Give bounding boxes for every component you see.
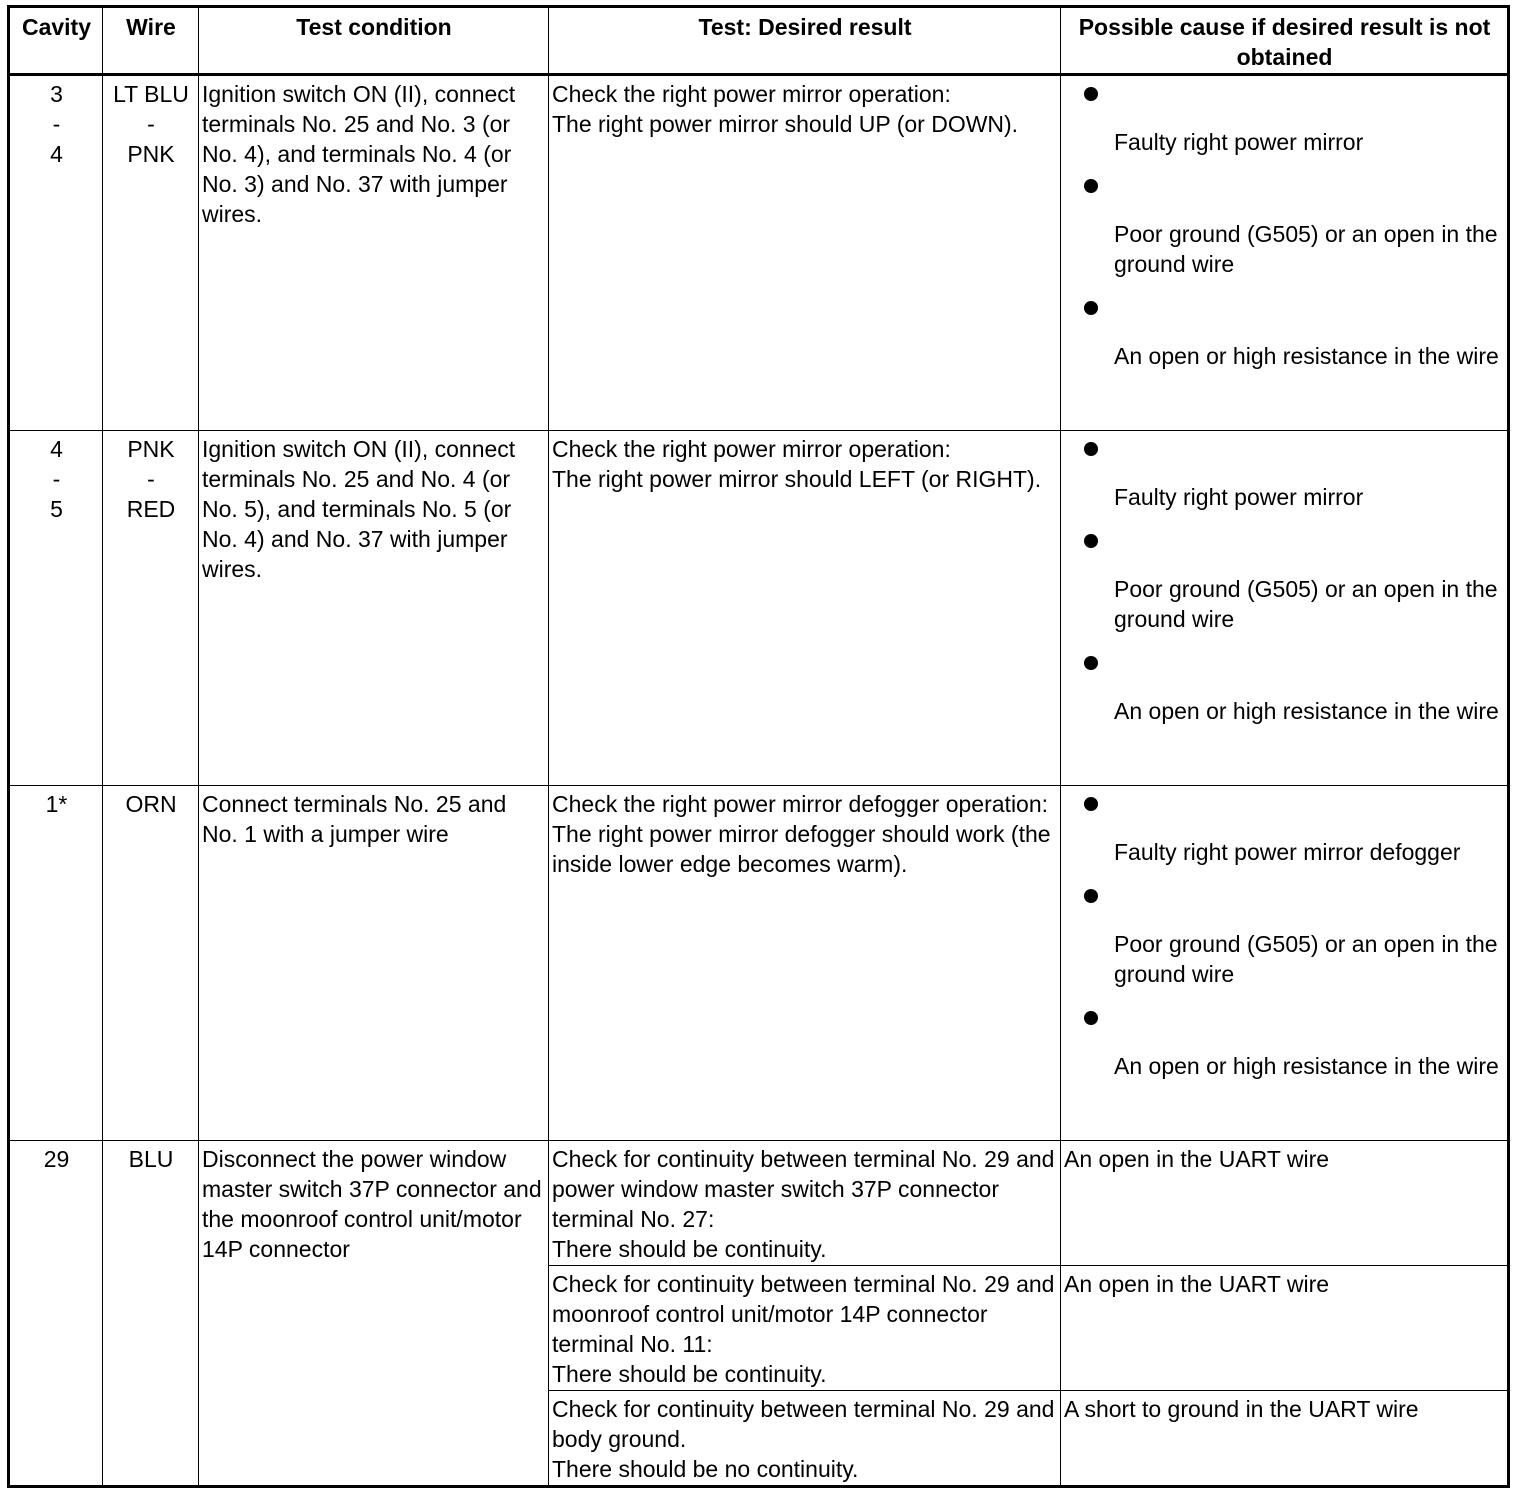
cavity-cell: 29 [9,1141,103,1487]
cause-text: Poor ground (G505) or an open in the ground wire [1114,221,1498,277]
wire-color: PNK [127,436,175,462]
header-test-condition: Test condition [199,7,549,75]
wire-cell [103,75,199,431]
wire-separator: - [147,466,155,492]
result-text: The right power mirror should UP (or DOWN). [552,111,1019,137]
bullet-icon [1084,656,1098,670]
result-text: Check the right power mirror defogger operation: [552,791,1049,817]
cause-text: Faulty right power mirror [1114,484,1364,510]
result-text: There should be continuity. [552,1361,827,1387]
desired-result-cell [549,431,1061,786]
wire-color: LT BLU [113,81,189,107]
desired-result-cell [549,786,1061,1141]
possible-cause-cell: An open in the UART wire [1061,1266,1509,1391]
cause-item [1064,434,1505,512]
desired-result-cell [549,75,1061,431]
cause-text: An open or high resistance in the wire [1114,343,1499,369]
cause-item [1064,171,1505,279]
header-wire: Wire [103,7,199,75]
table-row [9,75,1509,431]
troubleshooting-table [7,5,1510,1488]
bullet-icon [1084,179,1098,193]
cause-item [1064,293,1505,371]
header-cavity: Cavity [9,7,103,75]
result-text: The right power mirror defogger should work (the inside lower edge becomes warm). [552,821,1051,877]
wire-color: RED [126,496,176,522]
header-desired-result: Test: Desired result [549,7,1061,75]
cause-list [1064,79,1505,371]
test-condition-cell: Ignition switch ON (II), connect terminals No. 25 and No. 3 (or No. 4), and terminals No. 4 (or No. 3) and No. 37 with jumper wires. [199,75,549,431]
cavity-value: 3 [50,81,63,107]
cause-item [1064,789,1505,867]
cavity-value: 4 [50,436,63,462]
cause-item [1064,1003,1505,1081]
cavity-cell [9,75,103,431]
cause-item [1064,881,1505,989]
desired-result-cell [549,1141,1061,1266]
cause-text: An open or high resistance in the wire [1114,698,1499,724]
result-text: Check the right power mirror operation: [552,81,951,107]
test-condition-cell: Ignition switch ON (II), connect terminals No. 25 and No. 4 (or No. 5), and terminals No. 5 (or No. 4) and No. 37 with jumper wires. [199,431,549,786]
possible-cause-cell: An open in the UART wire [1061,1141,1509,1266]
result-text: The right power mirror should LEFT (or RIGHT). [552,466,1042,492]
result-text: There should be continuity. [552,1236,827,1262]
cause-text: Faulty right power mirror [1114,129,1364,155]
possible-cause-cell [1061,75,1509,431]
cause-item [1064,526,1505,634]
table-row [9,431,1509,786]
header-row [9,7,1509,75]
cause-item [1064,79,1505,157]
test-condition-cell: Connect terminals No. 25 and No. 1 with a jumper wire [199,786,549,1141]
table-row [9,786,1509,1141]
cavity-cell [9,786,103,1141]
wire-cell: BLU [103,1141,199,1487]
bullet-icon [1084,442,1098,456]
possible-cause-cell [1061,786,1509,1141]
possible-cause-cell [1061,431,1509,786]
bullet-icon [1084,889,1098,903]
bullet-icon [1084,797,1098,811]
result-text: Check for continuity between terminal No. 29 and moonroof control unit/motor 14P connector terminal No. 11: [552,1271,1055,1357]
possible-cause-cell: A short to ground in the UART wire [1061,1391,1509,1487]
cause-text: Faulty right power mirror defogger [1114,839,1461,865]
table-row [9,1141,1509,1266]
bullet-icon [1084,301,1098,315]
desired-result-cell [549,1266,1061,1391]
wire-color: ORN [125,791,177,817]
desired-result-cell [549,1391,1061,1487]
cavity-separator: - [52,466,61,492]
result-text: Check for continuity between terminal No. 29 and power window master switch 37P connector terminal No. 27: [552,1146,1055,1232]
cavity-value: 5 [50,496,63,522]
cause-text: Poor ground (G505) or an open in the ground wire [1114,576,1498,632]
cavity-cell [9,431,103,786]
cavity-value: 4 [50,141,63,167]
cause-text: An open or high resistance in the wire [1114,1053,1499,1079]
bullet-icon [1084,1011,1098,1025]
wire-separator: - [147,111,155,137]
cause-list [1064,789,1505,1081]
wire-cell [103,431,199,786]
wire-color: PNK [127,141,175,167]
test-condition-cell: Disconnect the power window master switch 37P connector and the moonroof control unit/motor 14P connector [199,1141,549,1487]
result-text: There should be no continuity. [552,1456,859,1482]
header-possible-cause: Possible cause if desired result is not obtained [1061,7,1509,75]
cause-item [1064,648,1505,726]
cause-text: Poor ground (G505) or an open in the ground wire [1114,931,1498,987]
cavity-separator: - [52,111,61,137]
bullet-icon [1084,534,1098,548]
result-text: Check the right power mirror operation: [552,436,951,462]
cavity-value: 1* [45,791,68,817]
bullet-icon [1084,87,1098,101]
cause-list [1064,434,1505,726]
wire-cell [103,786,199,1141]
result-text: Check for continuity between terminal No. 29 and body ground. [552,1396,1055,1452]
